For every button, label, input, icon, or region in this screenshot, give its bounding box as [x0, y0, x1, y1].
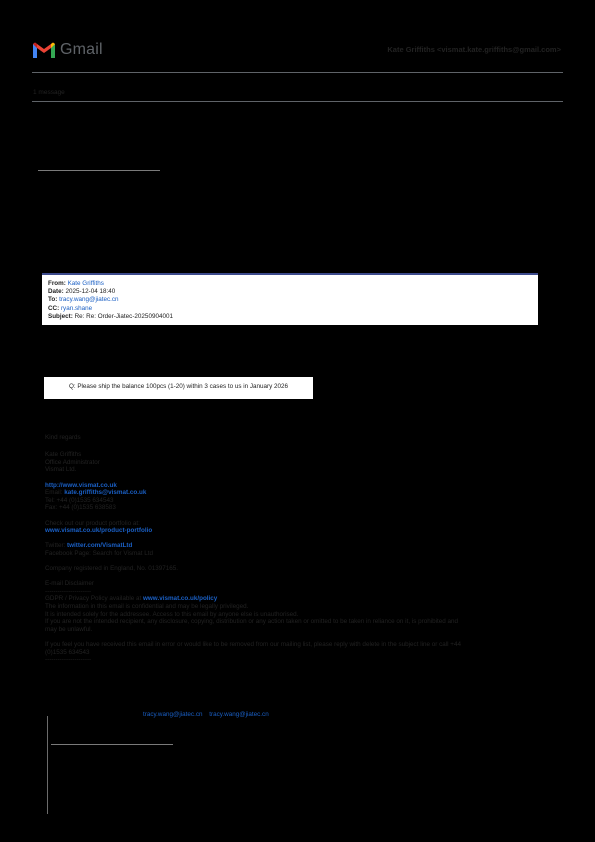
recipient-email[interactable]: tracy.wang@jiatec.cn [143, 711, 203, 718]
disclaimer-dashes: ---------------------- [45, 587, 92, 595]
kind-regards: Kind regards [45, 434, 81, 441]
twitter-row [45, 542, 545, 550]
date-label: Date: [48, 288, 64, 296]
cc-label: CC: [48, 304, 60, 312]
from-value[interactable]: Kate Griffiths [67, 280, 104, 287]
email-label: Email: [45, 489, 63, 497]
gmail-logo-text: Gmail [60, 41, 103, 58]
removal-line-2: (0)1535 634543 [45, 648, 90, 656]
tel-line: Tel: +44 (0)1535 634543 [45, 496, 114, 504]
signature-title: Office Administrator [45, 458, 100, 466]
from-row [48, 280, 530, 288]
fax-line: Fax: +44 (0)1535 638583 [45, 504, 116, 512]
account-sender: Kate Griffiths <vismat.kate.griffiths@gmail.com> [387, 45, 561, 54]
from-label: From: [48, 280, 66, 287]
gdpr-text: GDPR / Privacy Policy available at [45, 595, 142, 603]
separator-line [38, 170, 160, 171]
gdpr-link[interactable]: www.vismat.co.uk/policy [143, 595, 218, 603]
header-divider [32, 72, 563, 73]
email-signature [45, 434, 545, 664]
signature-name: Kate Griffiths [45, 451, 82, 459]
disclaimer-title: E-mail Disclaimer [45, 580, 94, 588]
confidential-line-3: If you are not the intended recipient, any disclosure, copying, distribution or any action taken or omitted to be taken in reliance on it, is prohibited and [45, 618, 459, 626]
company-registration: Company registered in England, No. 01397165. [45, 565, 179, 573]
removal-line-1: If you feel you have received this email in error or would like to be removed from our mailing list, please reply with delete in the subject line or call +44 [45, 641, 461, 649]
portfolio-text: Check out our product portfolio at: [45, 519, 140, 527]
gdpr-row [45, 595, 545, 603]
cc-value[interactable]: ryan.shane [60, 304, 93, 312]
facebook-line: Facebook Page: Search for Vismat Ltd [45, 549, 154, 557]
quote-bar [47, 716, 48, 814]
recipient-email[interactable]: tracy.wang@jiatec.cn [209, 711, 269, 718]
forwarded-header [42, 273, 538, 325]
question-text: Q: Please ship the balance 100pcs (1-20) within 3 cases to us in January 2026 [44, 377, 313, 399]
twitter-link[interactable]: twitter.com/VismatLtd [67, 542, 133, 550]
message-count: 1 message [33, 89, 65, 96]
confidential-line-2: It is intended solely for the addressee. Access to this email by anyone else is unauthorised. [45, 610, 299, 618]
confidential-line-4: may be unlawful. [45, 625, 93, 633]
subject-label: Subject: [48, 312, 73, 320]
gmail-m-icon [32, 41, 56, 59]
email-link[interactable]: kate.griffiths@vismat.co.uk [64, 489, 147, 497]
separator-line [51, 744, 173, 745]
date-value: 2025-12-04 18:40 [65, 288, 116, 296]
subject-row [48, 313, 530, 321]
to-label: To: [48, 296, 58, 304]
to-value[interactable]: tracy.wang@jiatec.cn [59, 296, 119, 304]
signature-company: Vismat Ltd. [45, 466, 77, 474]
twitter-label: Twitter: [45, 542, 66, 550]
email-row [45, 489, 545, 497]
confidential-line-1: The information in this email is confidential and may be legally privileged. [45, 603, 249, 611]
date-row [48, 288, 530, 296]
portfolio-link[interactable]: www.vismat.co.uk/product-portfolio [45, 527, 153, 535]
cc-row [48, 305, 530, 313]
gmail-logo [32, 39, 112, 61]
subject-value: Re: Re: Order-Jiatec-20250904001 [74, 312, 173, 320]
thread-divider [32, 101, 563, 102]
website-link[interactable]: http://www.vismat.co.uk [45, 481, 117, 489]
recipient-list [143, 711, 274, 718]
to-row [48, 296, 530, 304]
closing-dashes: ---------------------- [45, 656, 92, 664]
